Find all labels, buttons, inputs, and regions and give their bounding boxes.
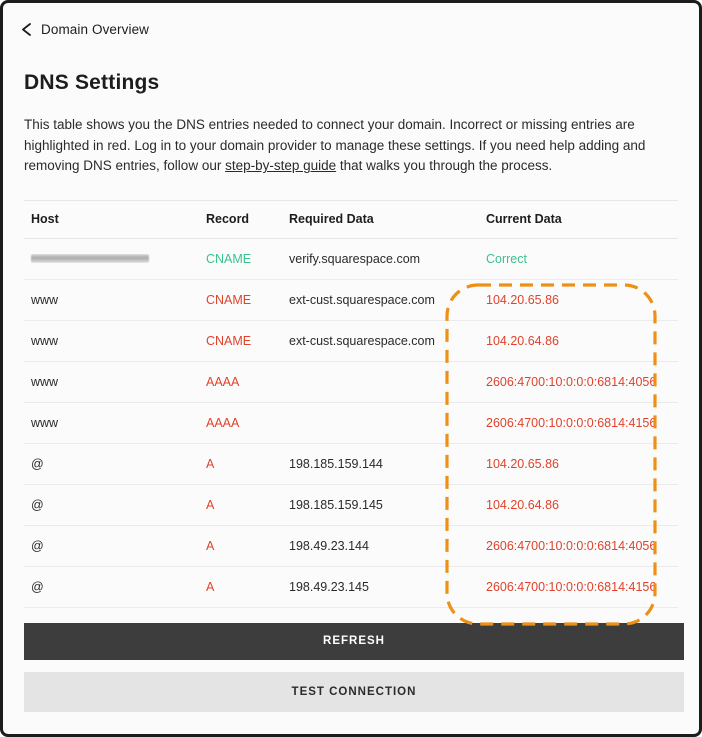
table-row — [24, 444, 678, 485]
cell-required-data: ext-cust.squarespace.com — [289, 333, 435, 348]
cell-record: A — [206, 579, 215, 594]
cell-current-data: 104.20.65.86 — [486, 456, 559, 471]
cell-record: AAAA — [206, 415, 240, 430]
topbar — [3, 3, 699, 41]
cell-required-data: 198.185.159.144 — [289, 456, 383, 471]
back-button[interactable] — [21, 22, 149, 37]
cell-record: CNAME — [206, 292, 252, 307]
dns-table — [24, 200, 678, 608]
cell-host: @ — [31, 497, 44, 512]
cell-host: www — [31, 374, 59, 389]
header-current-data: Current Data — [486, 212, 562, 226]
table-row — [24, 485, 678, 526]
redacted-host-bar — [31, 254, 149, 263]
cell-record: A — [206, 538, 215, 553]
cell-record: CNAME — [206, 333, 252, 348]
cell-required-data: 198.185.159.145 — [289, 497, 383, 512]
header-record: Record — [206, 212, 250, 226]
header-host: Host — [31, 212, 59, 226]
table-row — [24, 526, 678, 567]
table-row — [24, 321, 678, 362]
cell-host: @ — [31, 456, 44, 471]
table-header-row — [24, 200, 678, 239]
cell-current-data: 2606:4700:10:0:0:0:6814:4156 — [486, 415, 657, 430]
cell-current-data: Correct — [486, 251, 527, 266]
cell-record: AAAA — [206, 374, 240, 389]
cell-host: @ — [31, 538, 44, 553]
page-title: DNS Settings — [24, 71, 160, 94]
back-label[interactable]: Domain Overview — [41, 22, 150, 37]
cell-record: A — [206, 456, 215, 471]
table-row — [24, 280, 678, 321]
cell-required-data: 198.49.23.145 — [289, 579, 369, 594]
cell-host: www — [31, 333, 59, 348]
test-connection-button[interactable]: TEST CONNECTION — [24, 672, 684, 712]
cell-required-data: ext-cust.squarespace.com — [289, 292, 435, 307]
cell-current-data: 104.20.65.86 — [486, 292, 559, 307]
cell-current-data: 2606:4700:10:0:0:0:6814:4056 — [486, 538, 657, 553]
cell-host: @ — [31, 579, 44, 594]
description-text-1: This table shows you the DNS entries needed to connect your domain. Incorrect or missing entries are highlighted in red. Log in to your domain provider to manage these settings. If you need help adding and removing DNS entries, follow our — [24, 117, 646, 173]
cell-required-data: verify.squarespace.com — [289, 251, 421, 266]
table-row — [24, 567, 678, 608]
refresh-button[interactable]: REFRESH — [24, 623, 684, 660]
header-required-data: Required Data — [289, 212, 374, 226]
table-row — [24, 239, 678, 280]
table-row — [24, 362, 678, 403]
cell-required-data: 198.49.23.144 — [289, 538, 369, 553]
cell-host: www — [31, 415, 59, 430]
cell-record: CNAME — [206, 251, 252, 266]
cell-record: A — [206, 497, 215, 512]
cell-current-data: 104.20.64.86 — [486, 333, 559, 348]
cell-current-data: 104.20.64.86 — [486, 497, 559, 512]
cell-current-data: 2606:4700:10:0:0:0:6814:4156 — [486, 579, 657, 594]
description-text-2: that walks you through the process. — [336, 158, 553, 173]
table-row — [24, 403, 678, 444]
cell-host: www — [31, 292, 59, 307]
page-description — [24, 115, 682, 177]
chevron-left-icon — [21, 23, 32, 36]
step-by-step-guide-link[interactable]: step-by-step guide — [225, 158, 337, 173]
cell-current-data: 2606:4700:10:0:0:0:6814:4056 — [486, 374, 657, 389]
table-body — [24, 239, 678, 608]
cell-host — [24, 254, 206, 263]
